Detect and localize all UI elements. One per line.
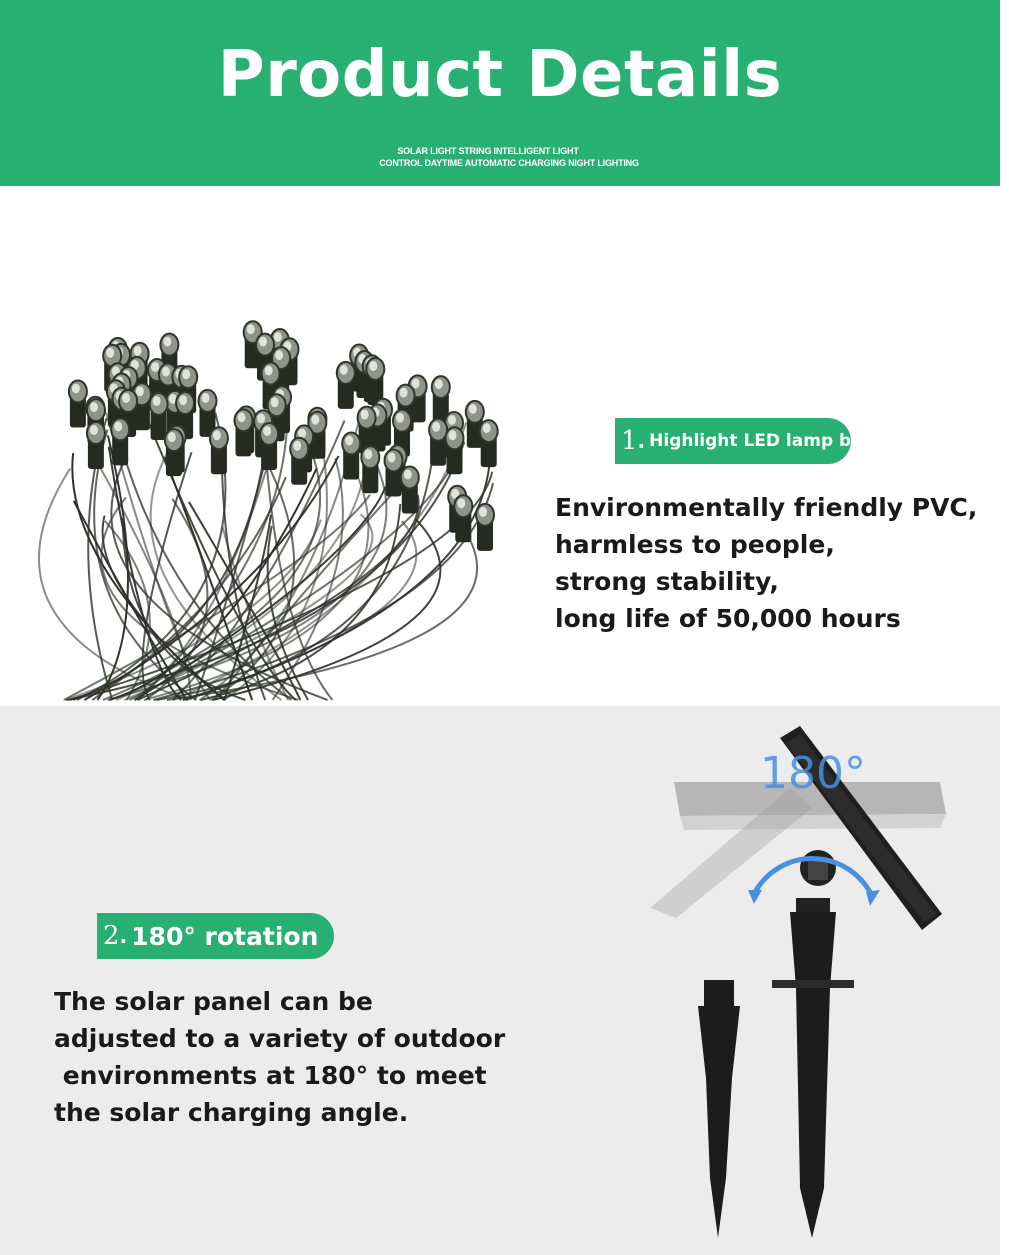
solar-stake-image [640,718,960,1248]
feature1-line: long life of 50,000 hours [555,604,901,633]
led-bulb [480,420,498,467]
feature2-separator: . [119,924,128,948]
led-bulb [111,418,129,465]
led-bulb [87,422,105,469]
wire-strand [146,499,208,700]
feature2-line: the solar charging angle. [54,1098,409,1127]
feature1-number: 1 [621,426,638,456]
rotation-degree-label: 180° [760,748,866,799]
led-bulb [401,467,419,514]
led-bulb [235,409,253,456]
feature1-heading [615,418,875,464]
tall-stake [772,898,854,1238]
led-string-lights-image [50,290,530,706]
header-subtitle-line2: CONTROL DAYTIME AUTOMATIC CHARGING NIGHT LIGHTING [379,158,639,168]
led-bulb [210,427,228,474]
led-bulb [260,423,278,470]
led-bulb [385,450,403,497]
led-bulb [446,427,464,474]
feature1-label: Highlight LED lamp bea [649,431,875,451]
feature2-line: adjusted to a variety of outdoor [54,1024,506,1053]
led-bulb [150,393,168,440]
feature1-line: Environmentally friendly PVC, [555,493,978,522]
led-bulb [290,438,308,485]
feature2-line: The solar panel can be [54,987,373,1016]
led-bulb [476,504,494,551]
feature1-separator: . [637,429,646,453]
page-title: Product Details [217,38,783,112]
feature2-number: 2 [103,921,120,951]
feature1-description [555,489,995,637]
header-banner [0,0,1000,186]
led-bulb [69,381,87,428]
feature2-label: 180° rotation [131,921,319,951]
feature1-line: strong stability, [555,567,779,596]
led-bulb [361,446,379,493]
feature1-line: harmless to people, [555,530,835,559]
led-bulb [454,495,472,542]
feature2-description [54,983,534,1131]
led-bulb [342,433,360,480]
header-subtitle-line1: SOLAR LIGHT STRING INTELLIGENT LIGHT [397,146,579,156]
led-bulb [337,362,355,409]
short-stake [698,980,740,1238]
feature2-heading [97,913,334,959]
feature2-line: environments at 180° to meet [54,1061,487,1090]
led-bulb [165,429,183,476]
led-bulb [429,419,447,466]
